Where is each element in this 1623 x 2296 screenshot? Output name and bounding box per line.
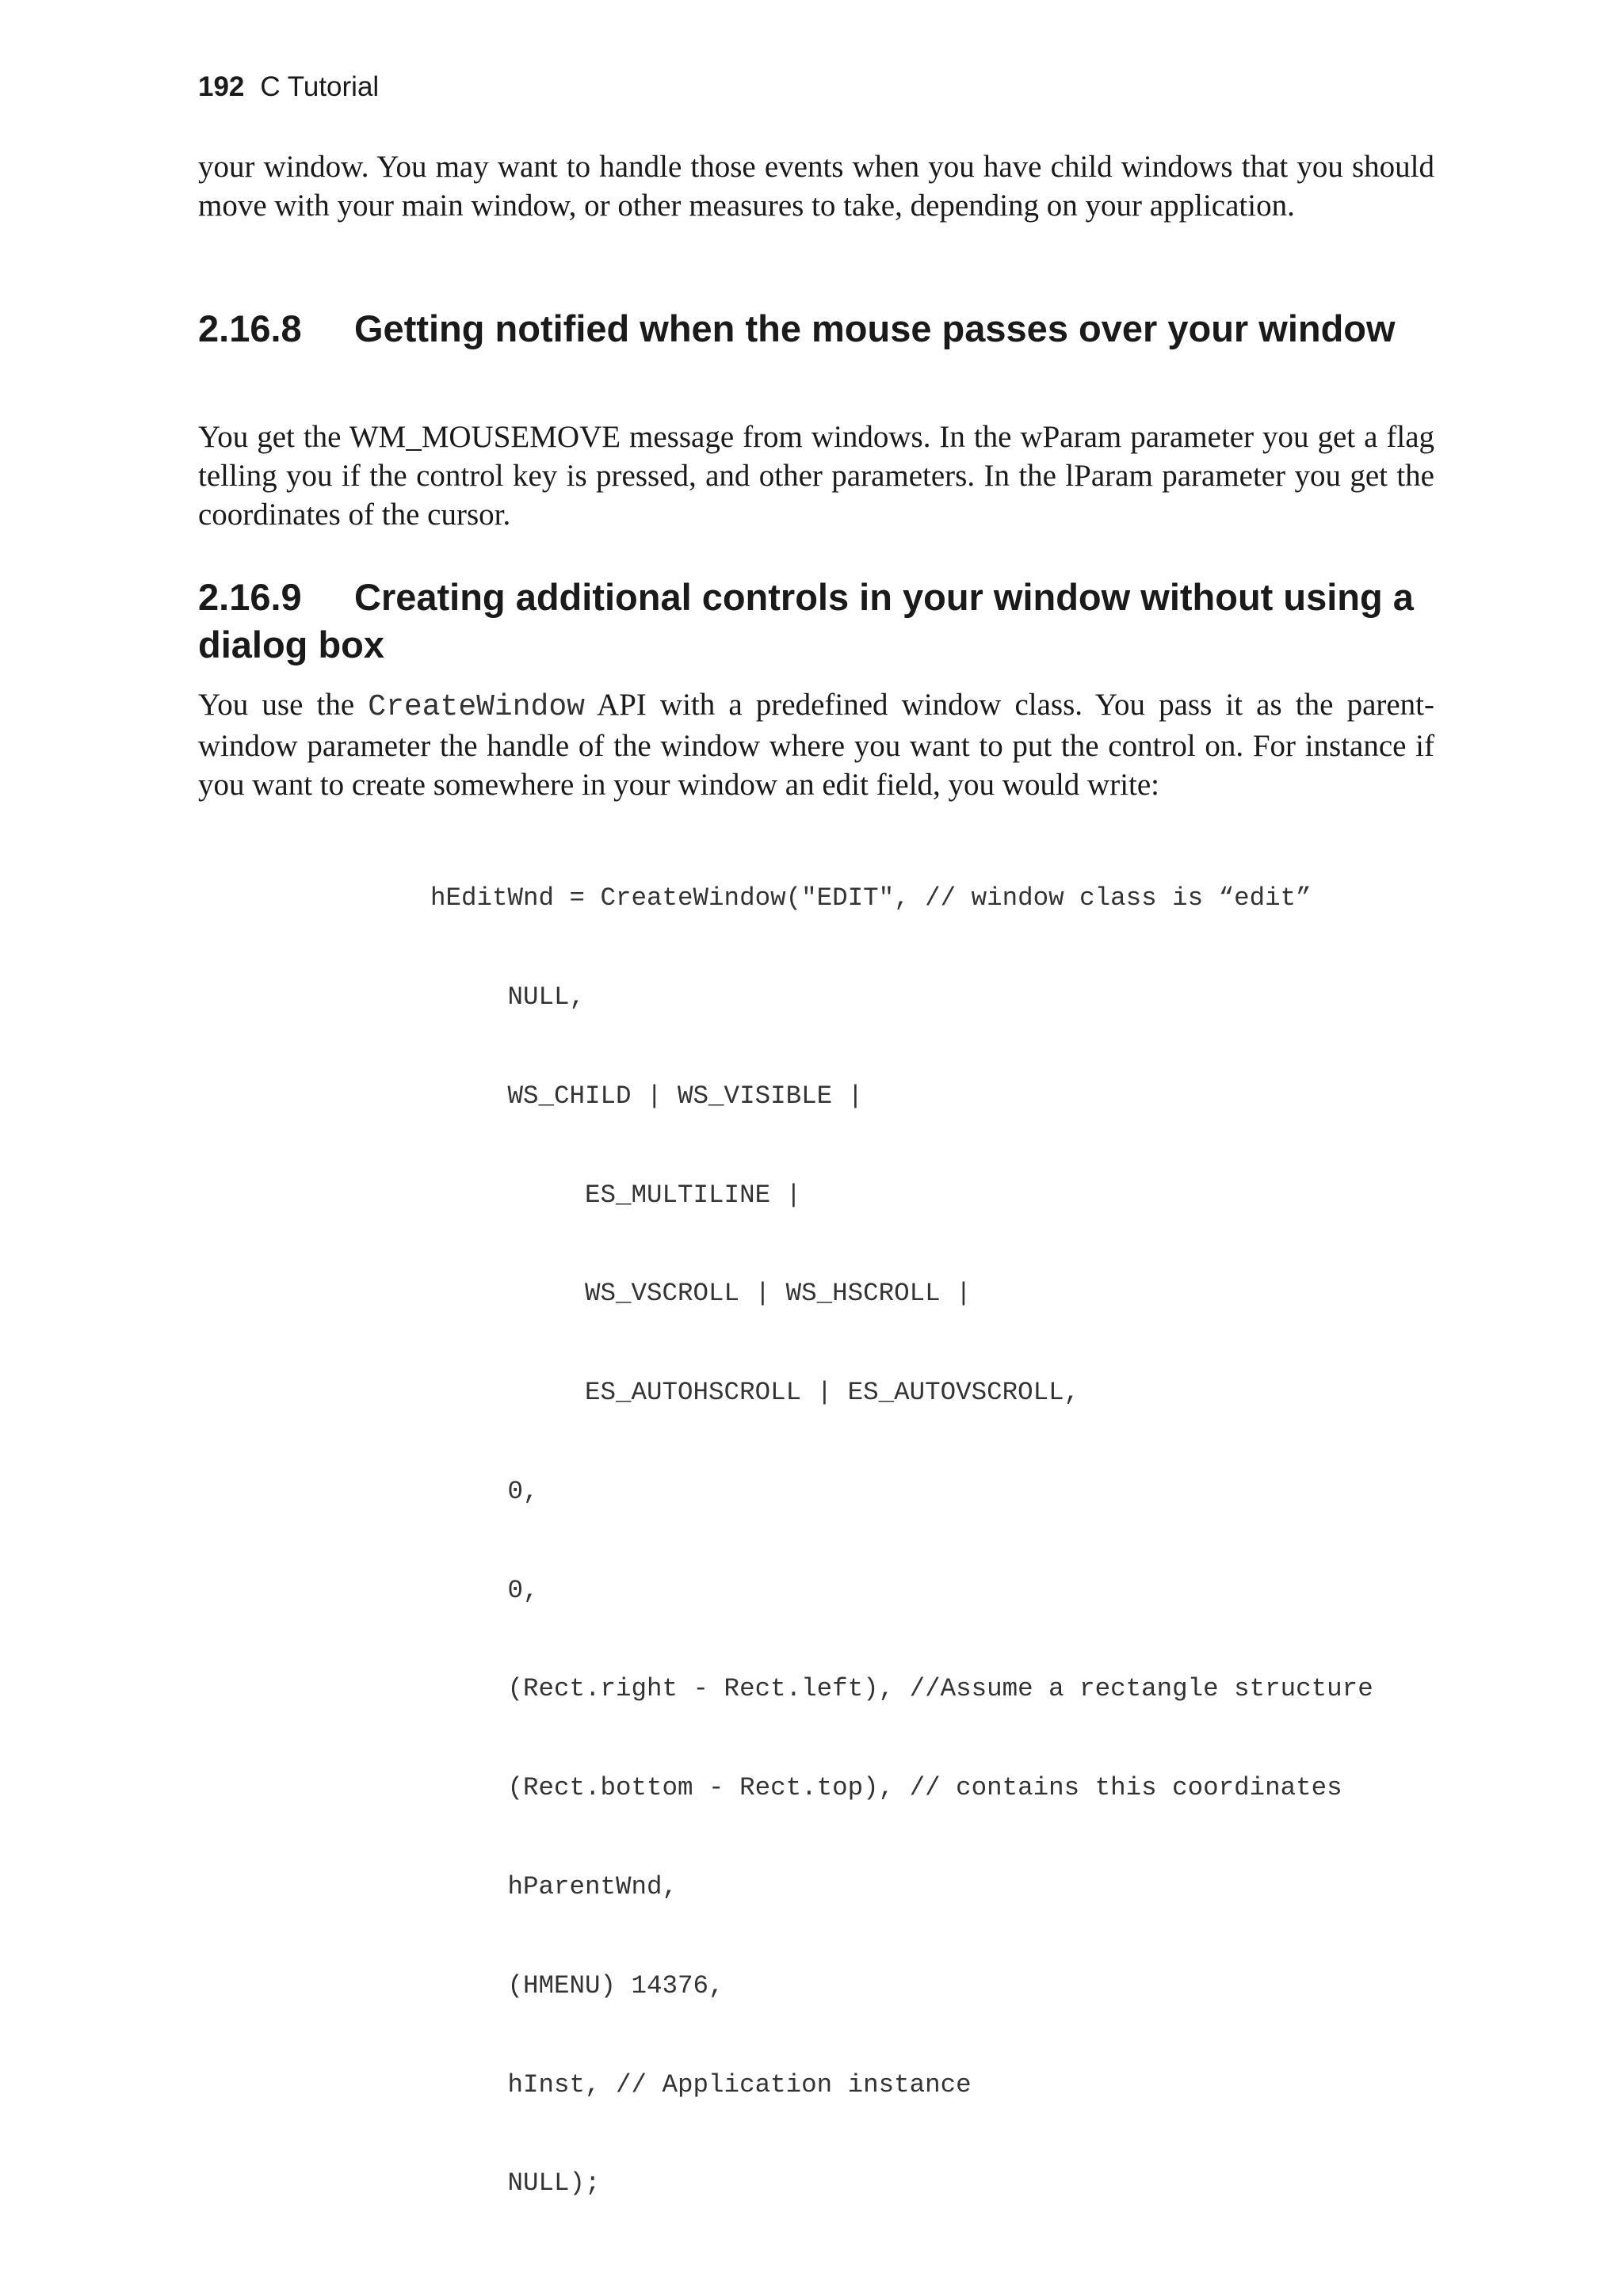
code-line: hInst, // Application instance xyxy=(430,2069,972,2100)
section-title: Creating additional controls in your window without using a dialog box xyxy=(198,576,1414,666)
code-line: 0, xyxy=(430,1476,539,1506)
section-2-16-8-paragraph: You get the WM_MOUSEMOVE message from windows. In the wParam parameter you get a flag telling you if the control key is pressed, and other parameters. In the lParam parameter you get the coordinates of the cursor. xyxy=(198,420,1434,532)
paragraph-text: You use the xyxy=(198,688,355,722)
code-line: NULL, xyxy=(430,982,586,1012)
section-heading-2-16-8 xyxy=(198,305,1466,353)
code-line: (HMENU) 14376, xyxy=(430,1970,724,2000)
section-2-16-9-paragraph xyxy=(198,685,1434,804)
code-line: hEditWnd = CreateWindow("EDIT", // window class is “edit” xyxy=(430,883,1312,913)
code-line: ES_AUTOHSCROLL | ES_AUTOVSCROLL, xyxy=(430,1378,1080,1408)
code-line: WS_CHILD | WS_VISIBLE | xyxy=(430,1081,864,1111)
section-number: 2.16.8 xyxy=(198,307,302,349)
code-line: (Rect.right - Rect.left), //Assume a rectangle structure xyxy=(430,1674,1373,1704)
code-line: (Rect.bottom - Rect.top), // contains this coordinates xyxy=(430,1773,1342,1803)
paragraph-text: API with a predefined window class. You pass it as the parent-window parameter the handle of the window where you want to put the control on. For instance if you want to create somewhere in your window an edit field, you would write: xyxy=(198,688,1434,802)
inline-code-createwindow: CreateWindow xyxy=(368,690,585,724)
code-line: WS_VSCROLL | WS_HSCROLL | xyxy=(430,1279,972,1309)
code-listing xyxy=(430,816,1373,2266)
code-line: NULL); xyxy=(430,2168,601,2199)
code-line: ES_MULTILINE | xyxy=(430,1180,802,1210)
section-number: 2.16.9 xyxy=(198,576,302,618)
intro-paragraph: your window. You may want to handle those events when you have child windows that you should move with your main window, or other measures to take, depending on your application. xyxy=(198,150,1434,223)
running-title: C Tutorial xyxy=(260,71,380,102)
section-heading-2-16-9 xyxy=(198,574,1466,669)
code-line: hParentWnd, xyxy=(430,1872,678,1901)
section-title: Getting notified when the mouse passes over your window xyxy=(354,307,1396,349)
page-number: 192 xyxy=(198,71,245,102)
code-line: 0, xyxy=(430,1575,539,1605)
running-header xyxy=(198,70,379,105)
